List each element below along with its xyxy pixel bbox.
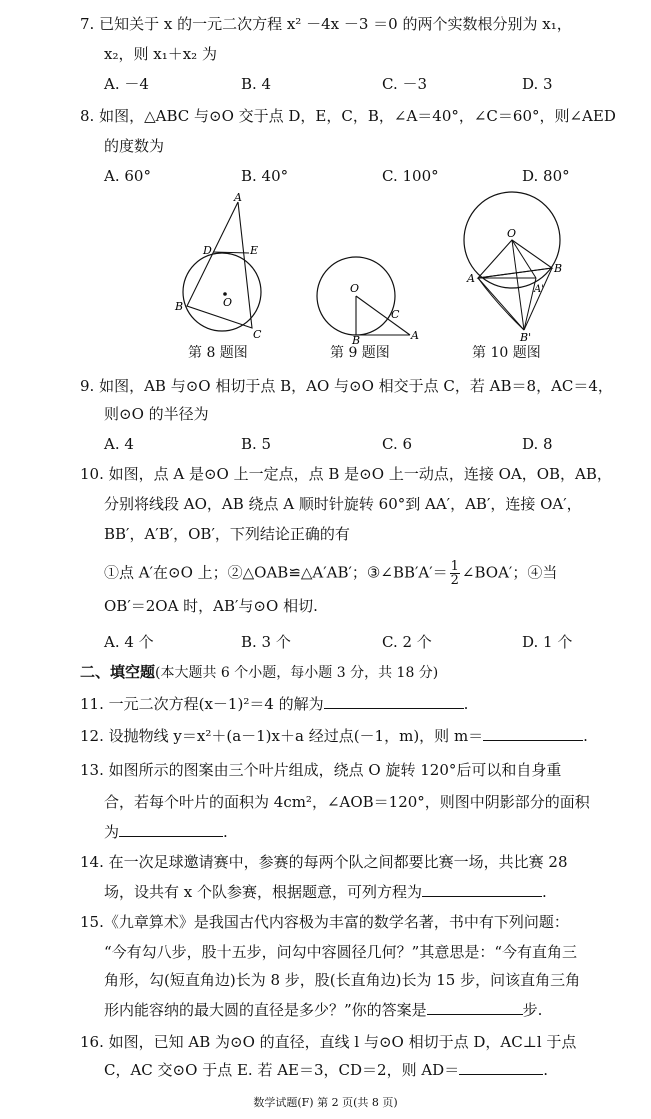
fig10-label-a-prime: A' (534, 284, 544, 295)
q9-option-b: B. 5 (241, 435, 272, 453)
q15-line2: “今有勾八步，股十五步，问勾中容圆径几何？”其意思是：“今有直角三 (104, 943, 578, 961)
fig8-label-b: B (175, 300, 184, 313)
q9-option-d: D. 8 (522, 435, 553, 453)
q13-answer-blank (119, 822, 223, 837)
q15-end: 步. (522, 1001, 543, 1019)
q9-line2: 则⊙O 的半径为 (104, 405, 209, 423)
fig9-caption: 第 9 题图 (330, 345, 390, 361)
fig9-label-o: O (350, 282, 360, 295)
q16-answer-blank (459, 1060, 543, 1075)
q8-option-b: B. 40° (241, 167, 289, 185)
q7-option-c: C. －3 (382, 75, 428, 93)
q10-line1: 10. 如图，点 A 是⊙O 上一定点，点 B 是⊙O 上一动点，连接 OA，OB，AB， (80, 465, 612, 483)
fig8-label-d: D (203, 244, 212, 257)
q10-option-a: A. 4 个 (104, 633, 154, 651)
q11-end: . (463, 695, 469, 713)
q8-option-a: A. 60° (104, 167, 151, 185)
q11-answer-blank (324, 694, 464, 709)
figure-9 (312, 252, 422, 344)
q16-end: . (543, 1061, 548, 1079)
q11 (80, 694, 640, 714)
fig8-circle (183, 253, 261, 331)
q8-line1: 8. 如图，△ABC 与⊙O 交于点 D，E，C，B，∠A＝40°，∠C＝60°，则∠AED (80, 107, 616, 125)
q12-end: . (583, 727, 588, 745)
q12 (80, 726, 640, 746)
fig10-caption: 第 10 题图 (472, 345, 541, 361)
q7-line2: x₂，则 x₁＋x₂ 为 (104, 45, 217, 63)
figure-8 (170, 192, 280, 342)
fig9-label-b: B (352, 334, 361, 344)
q15-answer-blank (427, 1000, 523, 1015)
q14-line2 (104, 882, 547, 902)
fig10-label-b: B (554, 262, 563, 275)
q9-line1: 9. 如图，AB 与⊙O 相切于点 B，AO 与⊙O 相交于点 C，若 AB＝8，AC＝4， (80, 377, 613, 395)
section-2-note: (本大题共 6 个小题，每小题 3 分，共 18 分) (155, 665, 439, 681)
q16-line1: 16. 如图，已知 AB 为⊙O 的直径，直线 l 与⊙O 相切于点 D，AC⊥l 于点 (80, 1033, 577, 1051)
q14-end: . (542, 883, 547, 901)
fig8-caption: 第 8 题图 (188, 345, 248, 361)
fig8-label-e: E (250, 244, 259, 257)
fig9-label-c: C (391, 308, 400, 321)
q8-option-d: D. 80° (522, 167, 570, 185)
q15-line4-text: 形内能容纳的最大圆的直径是多少？”你的答案是 (104, 1001, 427, 1019)
fig10-label-b-prime: B' (520, 331, 532, 342)
section-2-heading (80, 662, 438, 683)
q13-line2: 合，若每个叶片的面积为 4cm²，∠AOB＝120°，则图中阴影部分的面积 (104, 793, 590, 811)
fig8-label-o: O (223, 296, 233, 309)
section-2-title: 二、填空题 (80, 663, 156, 681)
fig10-label-o: O (507, 227, 517, 240)
fig8-triangle (187, 202, 252, 328)
q14-line2-text: 场，设共有 x 个队参赛，根据题意，可列方程为 (104, 883, 422, 901)
fig10-label-a: A (467, 272, 475, 285)
fig8-label-a: A (234, 192, 242, 204)
q13-line1: 13. 如图所示的图案由三个叶片组成，绕点 O 旋转 120°后可以和自身重 (80, 761, 562, 779)
fig9-segment-oa (356, 296, 410, 335)
q11-text: 11. 一元二次方程(x－1)²＝4 的解为 (80, 695, 324, 713)
q7-line1: 7. 已知关于 x 的一元二次方程 x² －4x －3 ＝0 的两个实数根分别为 x₁， (80, 15, 572, 33)
q13-line3 (104, 822, 228, 842)
q9-option-a: A. 4 (104, 435, 134, 453)
q10-option-c: C. 2 个 (382, 633, 432, 651)
fig10-segment-ab-2 (478, 268, 552, 278)
q10-option-b: B. 3 个 (241, 633, 291, 651)
q16-line2 (104, 1060, 548, 1080)
q10-line4-part1: ①点 A′在⊙O 上；②△OAB≌△A′AB′；③∠BB′A′＝ (104, 563, 448, 582)
q10-line4 (104, 560, 557, 587)
q7-option-d: D. 3 (522, 75, 553, 93)
q7-option-a: A. －4 (104, 75, 149, 93)
q12-answer-blank (483, 726, 583, 741)
q13-end: . (223, 823, 228, 841)
q10-line3: BB′，A′B′，OB′，下列结论正确的有 (104, 525, 350, 543)
q15-line3: 角形，勾(短直角边)长为 8 步，股(长直角边)长为 15 步，问该直角三角 (104, 971, 581, 989)
q16-line2-text: C，AC 交⊙O 于点 E. 若 AE＝3，CD＝2，则 AD＝ (104, 1061, 460, 1079)
q10-line2: 分别将线段 AO，AB 绕点 A 顺时针旋转 60°到 AA′，AB′，连接 OA′， (104, 495, 582, 513)
q15-line1: 15.《九章算术》是我国古代内容极为丰富的数学名著，书中有下列问题： (80, 913, 569, 931)
q10-fraction-denominator: 2 (450, 573, 459, 588)
q10-line4-part2: ∠BOA′；④当 (461, 563, 558, 582)
q8-line2: 的度数为 (104, 137, 165, 155)
q14-answer-blank (422, 882, 542, 897)
q10-fraction (450, 560, 460, 587)
fig9-label-a: A (411, 329, 419, 342)
q7-option-b: B. 4 (241, 75, 272, 93)
fig10-segment-obp (512, 240, 524, 330)
q10-fraction-numerator: 1 (450, 559, 459, 574)
q10-line5: OB′＝2OA 时，AB′与⊙O 相切. (104, 597, 318, 615)
q13-line3-text: 为 (104, 823, 120, 841)
q10-option-d: D. 1 个 (522, 633, 573, 651)
fig10-segment-abp (478, 278, 524, 330)
page-footer: 数学试题(F) 第 2 页(共 8 页) (253, 1096, 398, 1109)
figure-10 (456, 188, 576, 342)
q15-line4 (104, 1000, 542, 1020)
q14-line1: 14. 在一次足球邀请赛中，参赛的每两个队之间都要比赛一场，共比赛 28 (80, 853, 568, 871)
q8-option-c: C. 100° (382, 167, 439, 185)
fig10-segment-bbp (524, 268, 552, 330)
q12-text: 12. 设抛物线 y＝x²＋(a－1)x＋a 经过点(－1，m)，则 m＝ (80, 727, 484, 745)
q9-option-c: C. 6 (382, 435, 413, 453)
fig8-label-c: C (253, 328, 262, 341)
